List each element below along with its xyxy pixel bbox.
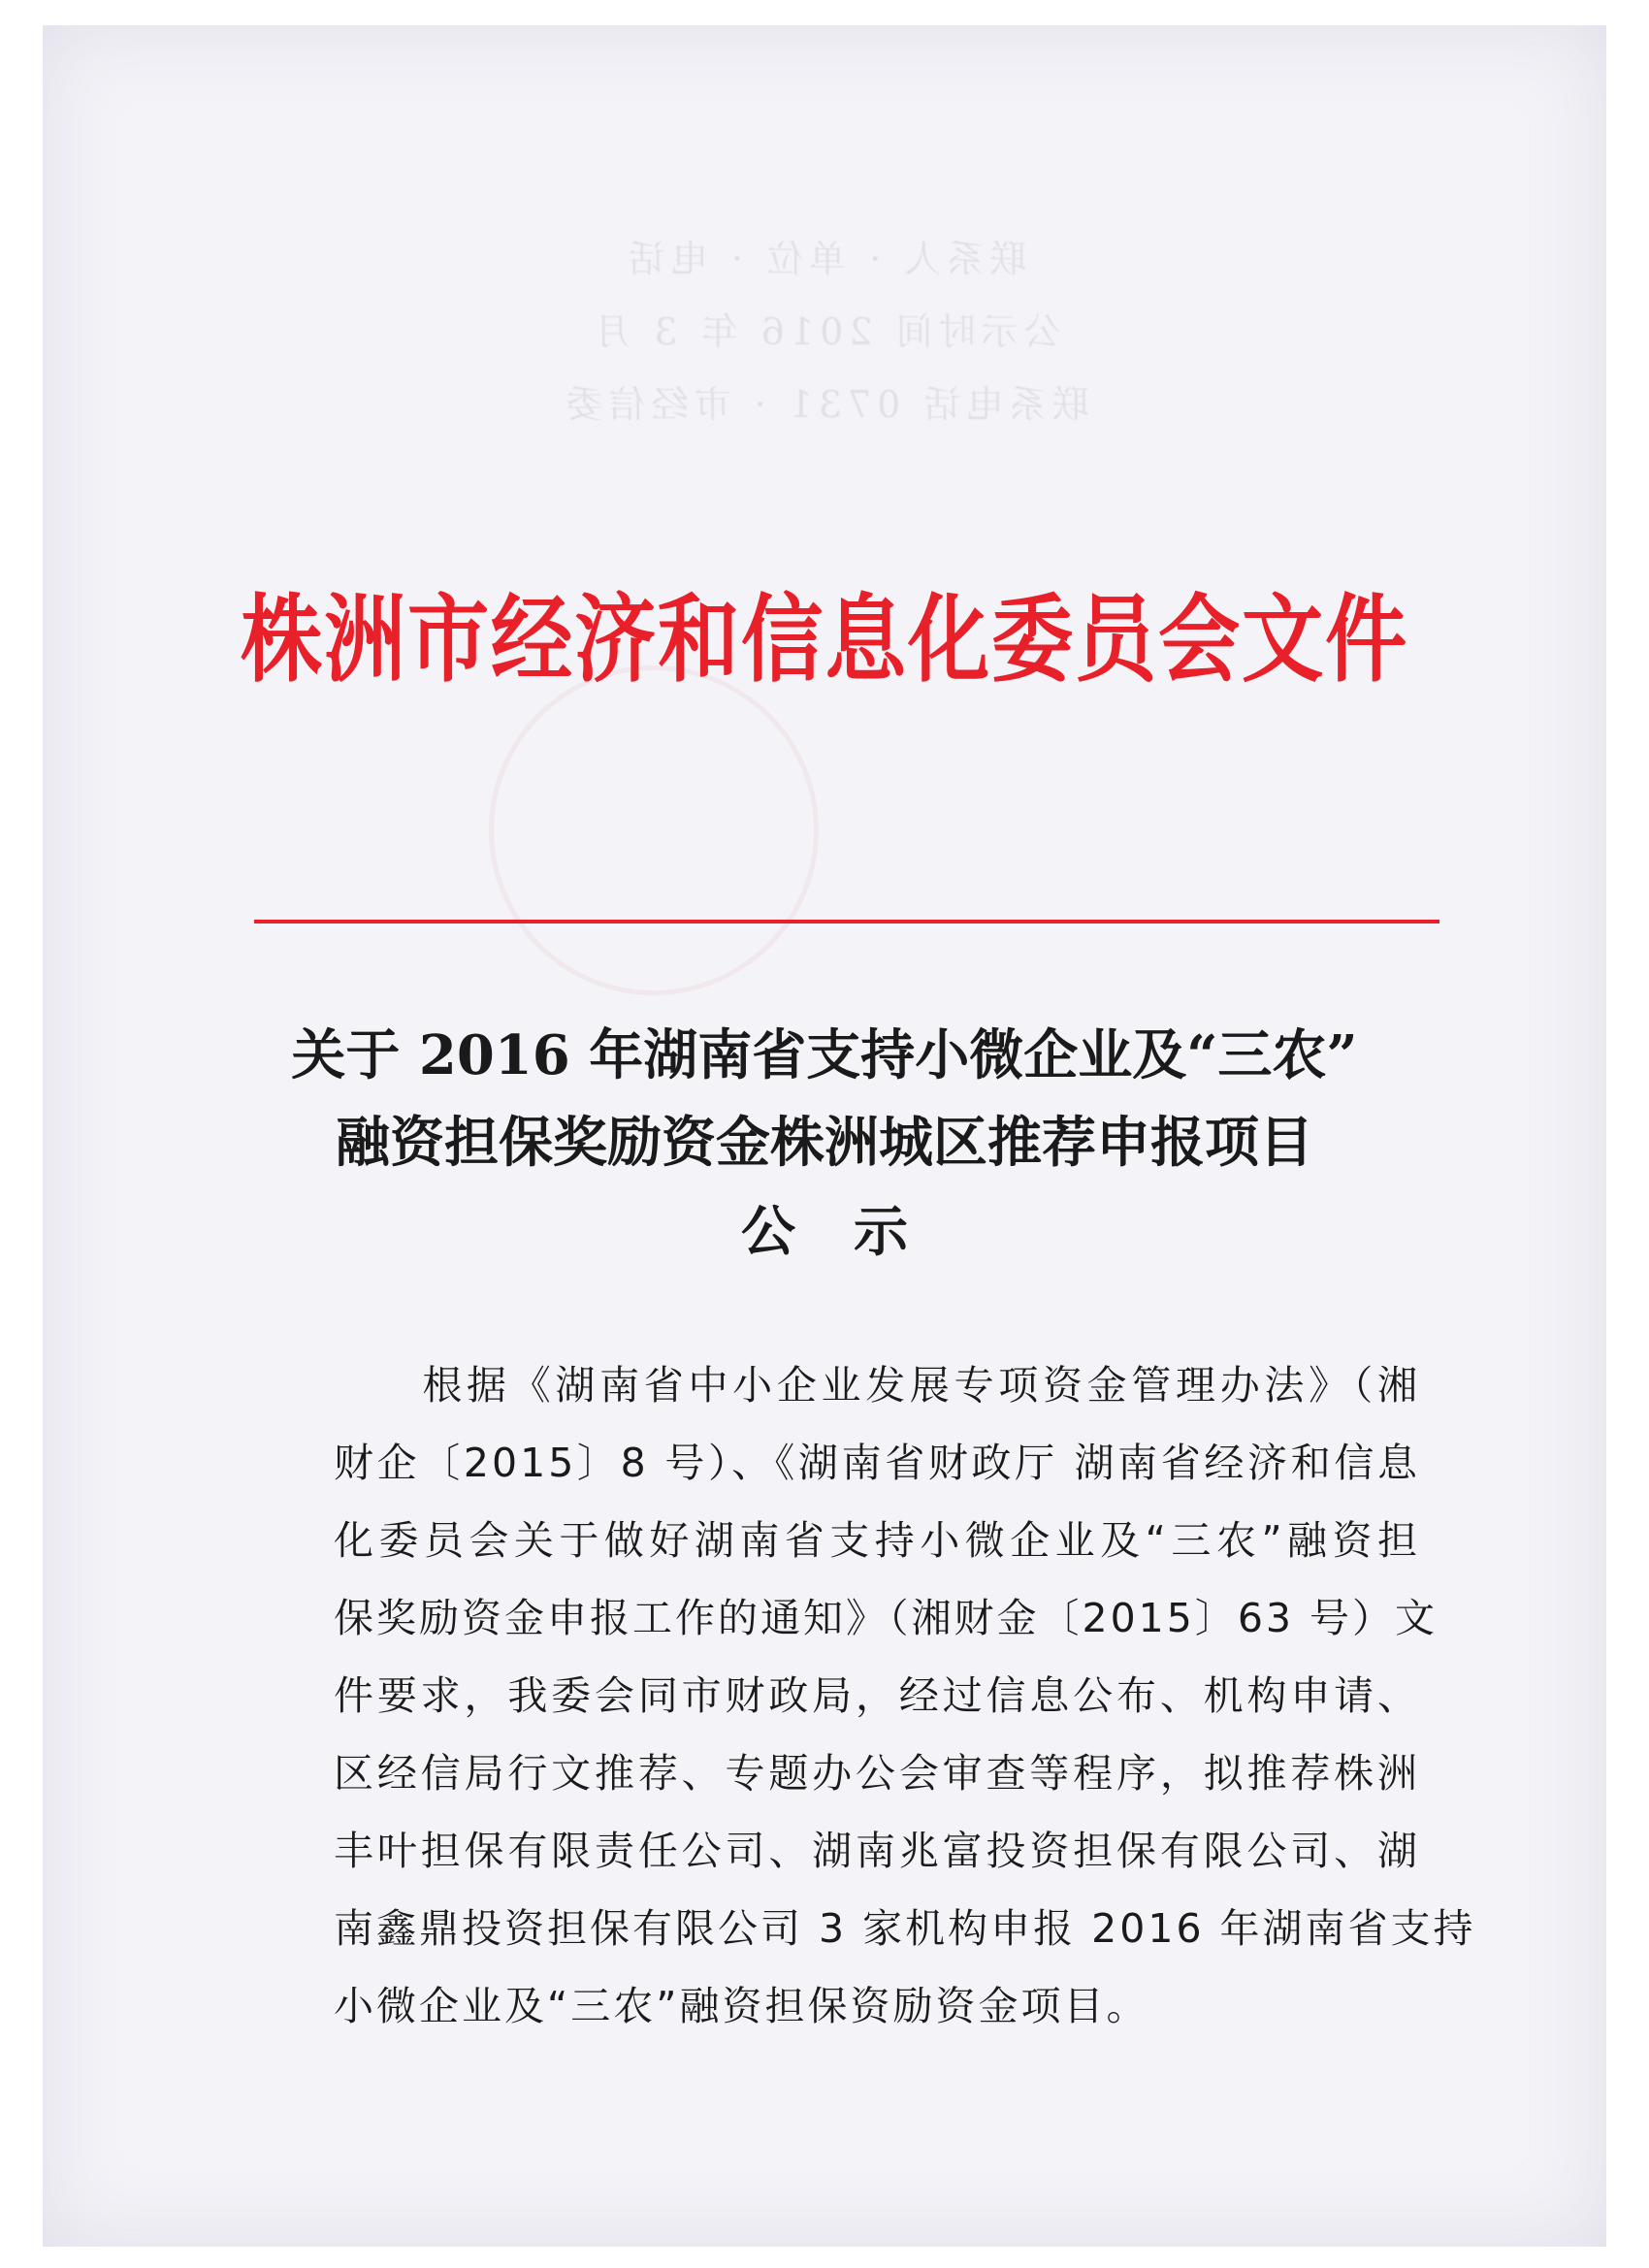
document-page	[43, 25, 1606, 2247]
body-line: 小微企业及“三农”融资担保资励资金项目。	[334, 1983, 1149, 2029]
bleed-through-ghost-text: 公示时间 2016 年 3 月	[588, 310, 1061, 353]
body-line: 丰叶担保有限责任公司、湖南兆富投资担保有限公司、湖	[334, 1828, 1420, 1874]
document-title-line-1: 关于 2016 年湖南省支持小微企业及“三农”	[291, 1023, 1358, 1087]
document-title-line-2: 融资担保奖励资金株洲城区推荐申报项目	[336, 1111, 1313, 1175]
bleed-through-ghost-text: 联系电话 0731 · 市经信委	[560, 383, 1089, 426]
body-line: 根据《湖南省中小企业发展专项资金管理办法》（湘	[334, 1362, 1420, 1409]
document-header: 株洲市经济和信息化委员会文件	[240, 584, 1408, 696]
body-line: 财企〔2015〕8 号）、《湖南省财政厅 湖南省经济和信息	[334, 1440, 1420, 1486]
body-line: 南鑫鼎投资担保有限公司 3 家机构申报 2016 年湖南省支持	[334, 1905, 1476, 1952]
body-line: 件要求，我委会同市财政局，经过信息公布、机构申请、	[334, 1672, 1420, 1719]
body-line: 化委员会关于做好湖南省支持小微企业及“三农”融资担	[334, 1517, 1420, 1564]
body-line: 区经信局行文推荐、专题办公会审查等程序，拟推荐株洲	[334, 1750, 1420, 1797]
header-divider	[254, 920, 1439, 923]
seal-ghost-icon	[489, 665, 819, 995]
bleed-through-ghost-text: 联系人 · 单位 · 电话	[622, 238, 1027, 280]
body-line: 保奖励资金申报工作的通知》（湘财金〔2015〕63 号）文	[334, 1595, 1439, 1641]
document-title-line-3: 公示	[741, 1200, 966, 1264]
body-paragraph	[334, 1346, 1476, 2045]
